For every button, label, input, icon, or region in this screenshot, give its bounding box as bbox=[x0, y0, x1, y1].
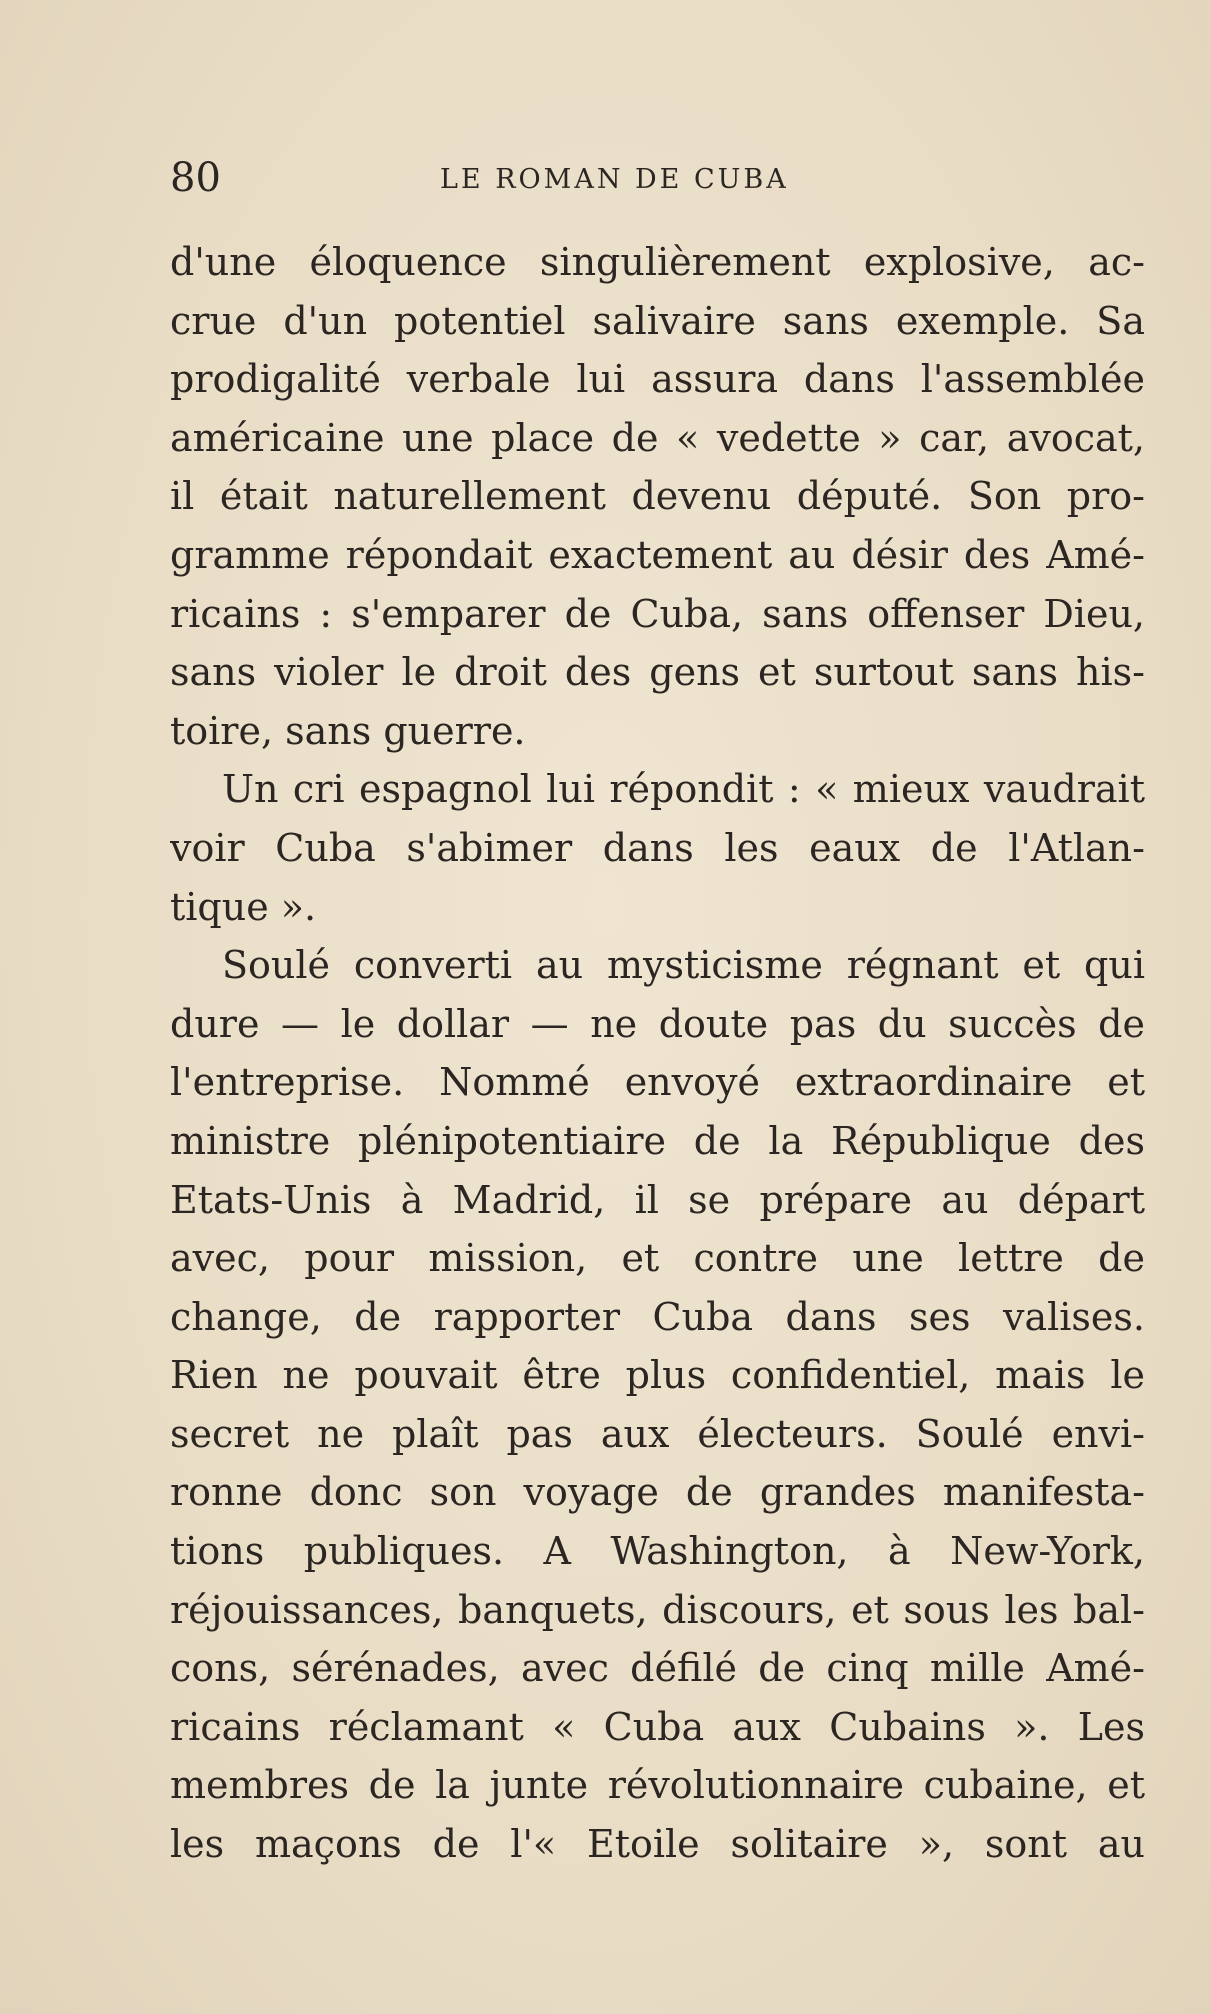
text-line: prodigalité verbale lui assura dans l'assemblée bbox=[170, 357, 1145, 402]
text-line: toire, sans guerre. bbox=[170, 708, 526, 753]
page-header bbox=[170, 152, 1145, 212]
text-line: cons, sérénades, avec défilé de cinq mille Amé- bbox=[170, 1646, 1145, 1691]
text-line: Un cri espagnol lui répondit : « mieux vaudrait bbox=[222, 767, 1145, 812]
text-line: sans violer le droit des gens et surtout sans his- bbox=[170, 650, 1145, 695]
text-line: ricains réclamant « Cuba aux Cubains ». Les bbox=[170, 1704, 1145, 1749]
text-line: d'une éloquence singulièrement explosive, ac- bbox=[170, 240, 1145, 284]
paragraph bbox=[170, 760, 1145, 936]
text-line: avec, pour mission, et contre une lettre de bbox=[170, 1236, 1145, 1281]
text-line: secret ne plaît pas aux électeurs. Soulé envi- bbox=[170, 1411, 1145, 1456]
paragraph bbox=[170, 233, 1145, 760]
text-line: il était naturellement devenu député. Son pro- bbox=[170, 474, 1145, 519]
page-number: 80 bbox=[170, 155, 221, 201]
text-line: crue d'un potentiel salivaire sans exemple. Sa bbox=[170, 298, 1145, 343]
text-line: ricains : s'emparer de Cuba, sans offenser Dieu, bbox=[170, 591, 1145, 636]
text-line: tions publiques. A Washington, à New-York, bbox=[170, 1529, 1145, 1574]
text-line: membres de la junte révolutionnaire cubaine, et bbox=[170, 1763, 1145, 1808]
text-line: Soulé converti au mysticisme régnant et qui bbox=[222, 943, 1145, 988]
text-line: réjouissances, banquets, discours, et sous les bal- bbox=[170, 1587, 1145, 1632]
paragraph bbox=[170, 936, 1145, 1874]
text-line: ministre plénipotentiaire de la République des bbox=[170, 1118, 1145, 1163]
text-line: dure — le dollar — ne doute pas du succès de bbox=[170, 1001, 1145, 1046]
text-line: américaine une place de « vedette » car, avocat, bbox=[170, 415, 1145, 460]
text-line: change, de rapporter Cuba dans ses valises. bbox=[170, 1294, 1145, 1339]
running-title: LE ROMAN DE CUBA bbox=[440, 164, 789, 195]
text-line: Rien ne pouvait être plus confidentiel, mais le bbox=[170, 1353, 1145, 1398]
text-line: gramme répondait exactement au désir des Amé- bbox=[170, 532, 1145, 577]
text-line: les maçons de l'« Etoile solitaire », sont au bbox=[170, 1822, 1145, 1867]
text-line: Etats-Unis à Madrid, il se prépare au départ bbox=[170, 1177, 1145, 1222]
text-line: l'entreprise. Nommé envoyé extraordinaire et bbox=[170, 1060, 1145, 1105]
text-line: ronne donc son voyage de grandes manifesta- bbox=[170, 1470, 1145, 1515]
text-line: tique ». bbox=[170, 884, 317, 929]
text-line: voir Cuba s'abimer dans les eaux de l'Atlan- bbox=[170, 825, 1145, 870]
body-text bbox=[170, 233, 1145, 1874]
